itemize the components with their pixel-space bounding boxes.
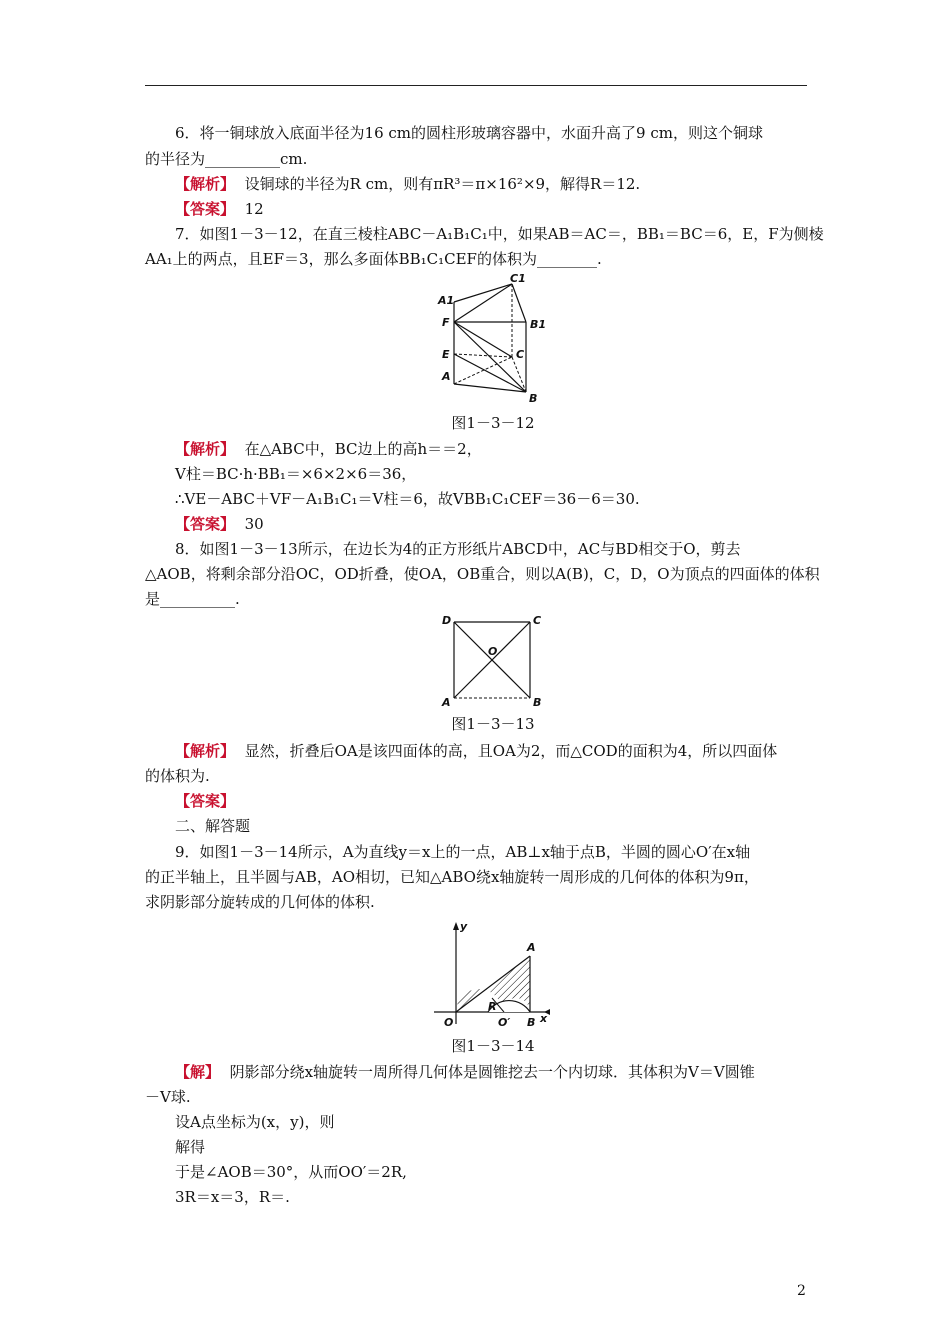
page-number: 2 (797, 1283, 806, 1299)
q8-stem-line2: △AOB，将剩余部分沿OC，OD折叠，使OA，OB重合，则以A(B)，C，D，O为顶点的四面体的体积 (145, 565, 820, 583)
q7-analysis-line3: ∴VE－ABC＋VF－A₁B₁C₁＝V柱＝6，故VBB₁C₁CEF＝36－6＝30. (175, 490, 640, 508)
label-a1: A1 (438, 294, 455, 307)
answer-tag: 【答案】 (175, 515, 236, 533)
label-b: B (533, 696, 542, 709)
analysis-text: 显然，折叠后OA是该四面体的高，且OA为2，而△COD的面积为4，所以四面体 (244, 742, 778, 760)
q8-analysis (175, 740, 837, 762)
solution-tag: 【解】 (175, 1063, 221, 1081)
label-d: D (442, 614, 452, 627)
analysis-tag: 【解析】 (175, 175, 236, 193)
q7-stem-line1: 7．如图1－3－12，在直三棱柱ABC－A₁B₁C₁中，如果AB＝AC＝，BB₁＝BC＝6，E，F为侧棱 (175, 225, 824, 243)
q9-solution-line2: －V球. (145, 1088, 191, 1106)
label-b1: B1 (530, 318, 547, 331)
figure-caption-13: 图1－3－13 (451, 715, 535, 733)
label-f: F (442, 316, 450, 329)
answer-tag: 【答案】 (175, 200, 236, 218)
answer-text: 12 (244, 200, 264, 218)
semicircle-figure (430, 918, 560, 1028)
label-c: C (533, 614, 542, 627)
q7-analysis (175, 438, 837, 460)
square-figure (438, 612, 548, 712)
q6-analysis (175, 173, 837, 195)
q9-stem-line2: 的正半轴上，且半圆与AB，AO相切，已知△ABO绕x轴旋转一周形成的几何体的体积为9π， (145, 868, 759, 886)
q9-step1: 设A点坐标为(x，y)，则 (175, 1113, 335, 1131)
q8-stem-line3: 是__________. (145, 590, 240, 608)
q7-answer (175, 513, 837, 535)
label-e: E (442, 348, 450, 361)
label-c: C (516, 348, 525, 361)
q9-solution (175, 1061, 837, 1083)
label-x: x (540, 1012, 548, 1025)
label-a: A (527, 941, 536, 954)
q9-step2: 解得 (175, 1138, 206, 1156)
label-b: B (529, 392, 538, 405)
label-y: y (460, 920, 468, 933)
analysis-text: 在△ABC中，BC边上的高h＝＝2， (244, 440, 482, 458)
answer-tag: 【答案】 (175, 792, 236, 810)
q6-stem-line1: 6．将一铜球放入底面半径为16 cm的圆柱形玻璃容器中，水面升高了9 cm，则这个铜球 (175, 124, 763, 142)
label-c1: C1 (510, 272, 526, 285)
q7-stem-line2: AA₁上的两点，且EF＝3，那么多面体BB₁C₁CEF的体积为________. (145, 250, 602, 268)
header-rule (145, 85, 807, 86)
q8-stem-line1: 8．如图1－3－13所示，在边长为4的正方形纸片ABCD中，AC与BD相交于O，剪去 (175, 540, 741, 558)
figure-caption-12: 图1－3－12 (451, 414, 535, 432)
label-b: B (527, 1016, 536, 1028)
label-r: R (488, 1000, 497, 1013)
solution-text: 阴影部分绕x轴旋转一周所得几何体是圆锥挖去一个内切球．其体积为V＝V圆锥 (229, 1063, 755, 1081)
label-o: O (444, 1016, 454, 1028)
q6-answer (175, 198, 837, 220)
q9-stem-line3: 求阴影部分旋转成的几何体的体积. (145, 893, 375, 911)
q8-answer (175, 790, 837, 812)
q7-analysis-line2: V柱＝BC·h·BB₁＝×6×2×6＝36， (175, 465, 417, 483)
answer-text: 30 (244, 515, 264, 533)
figure-caption-14: 图1－3－14 (451, 1037, 535, 1055)
prism-figure (430, 272, 560, 407)
section-title: 二、解答题 (175, 817, 251, 835)
analysis-text: 设铜球的半径为R cm，则有πR³＝π×16²×9，解得R＝12. (244, 175, 641, 193)
label-o: O (488, 645, 498, 658)
q9-step4: 3R＝x＝3，R＝. (175, 1188, 290, 1206)
label-a: A (442, 696, 451, 709)
label-o-prime: O′ (498, 1016, 511, 1028)
q6-stem-line2: 的半径为__________cm. (145, 150, 308, 168)
q9-step3: 于是∠AOB＝30°，从而OO′＝2R, (175, 1163, 407, 1181)
q8-analysis-line2: 的体积为. (145, 767, 210, 785)
analysis-tag: 【解析】 (175, 440, 236, 458)
q9-stem-line1: 9．如图1－3－14所示，A为直线y＝x上的一点，AB⊥x轴于点B，半圆的圆心O′在x轴 (175, 843, 751, 861)
label-a: A (442, 370, 451, 383)
analysis-tag: 【解析】 (175, 742, 236, 760)
